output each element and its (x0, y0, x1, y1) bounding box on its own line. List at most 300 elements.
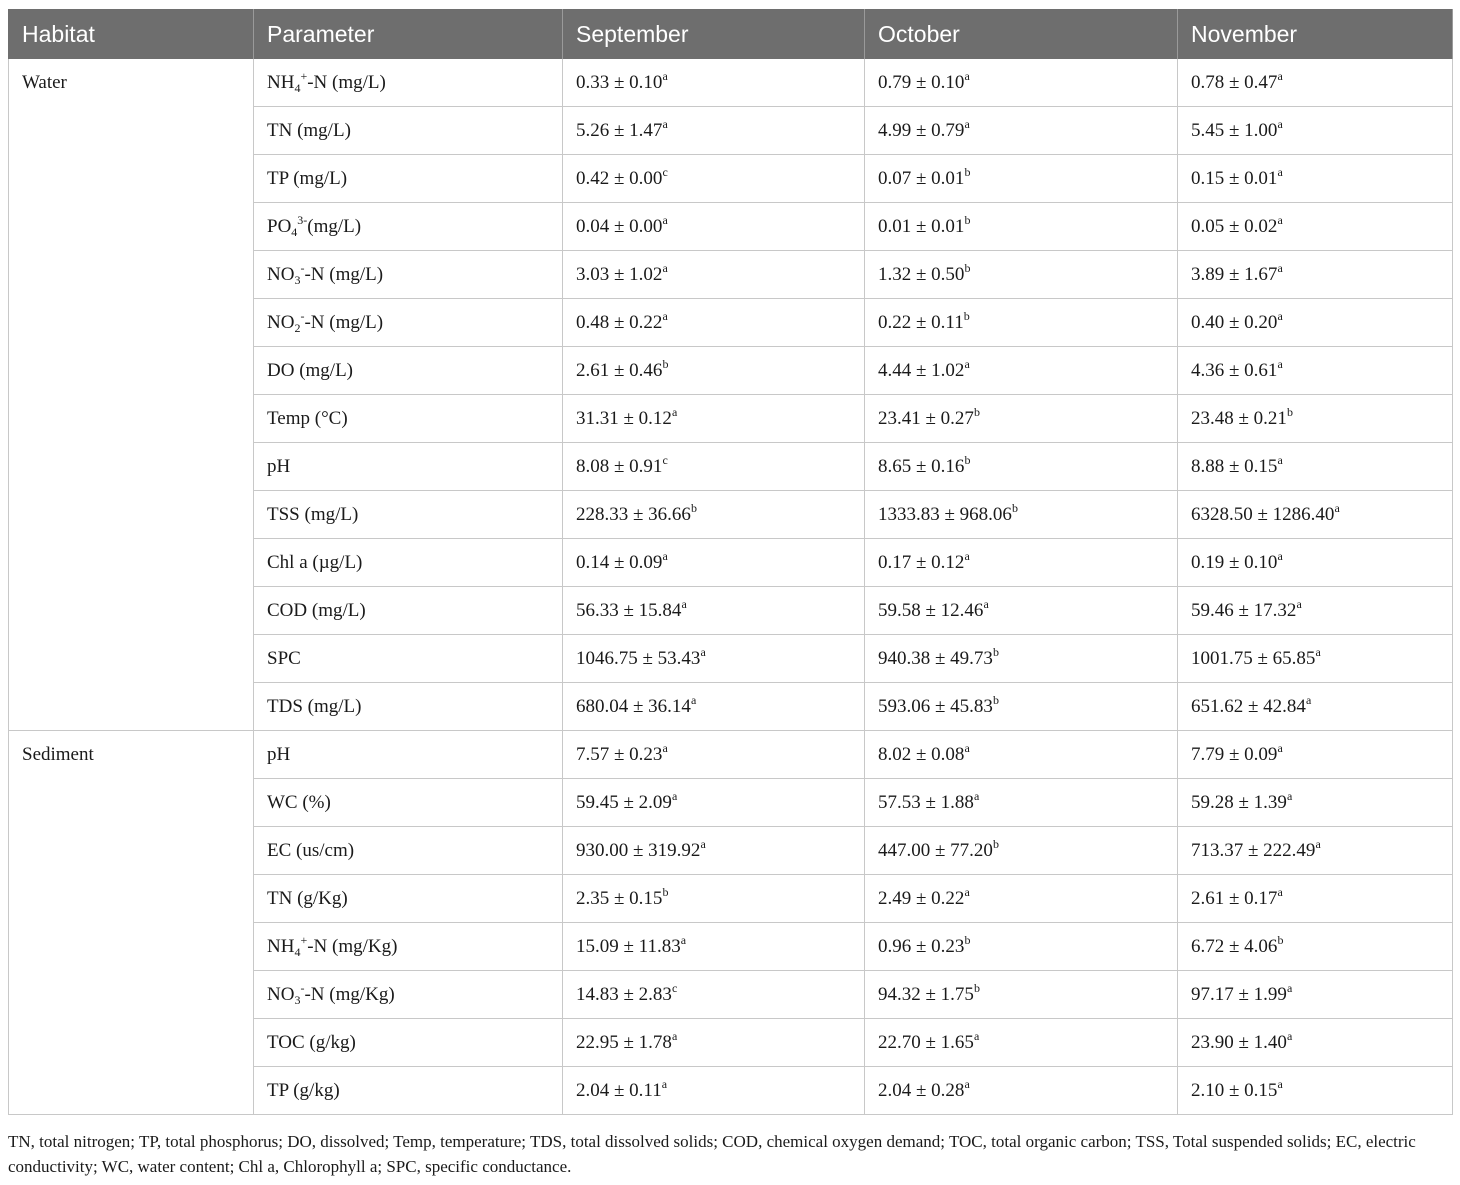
parameter-text: Chl a (µg/L) (267, 551, 363, 573)
value-text: 228.33 ± 36.66 (576, 503, 691, 525)
value-text: 4.44 ± 1.02 (878, 359, 965, 381)
parameter-text: TP (mg/L) (267, 167, 348, 189)
cell-habitat (9, 251, 254, 299)
cell-value-oct (865, 203, 1178, 251)
cell-value-oct (865, 779, 1178, 827)
significance-letter: b (964, 452, 971, 467)
table-row (9, 155, 1453, 203)
significance-letter: a (671, 1028, 678, 1043)
cell-parameter (254, 779, 563, 827)
parameter-text: pH (267, 455, 291, 477)
significance-letter: a (1277, 260, 1283, 275)
table-row (9, 827, 1453, 875)
cell-value-nov (1178, 539, 1453, 587)
cell-value-sep (563, 491, 865, 539)
cell-value-nov (1178, 779, 1453, 827)
cell-value-nov (1178, 971, 1453, 1019)
table-row (9, 347, 1453, 395)
parameter-text: + (300, 68, 308, 83)
cell-habitat (9, 155, 254, 203)
header-parameter: Parameter (254, 9, 563, 59)
value-text: 23.90 ± 1.40 (1191, 1031, 1287, 1053)
value-text: 59.46 ± 17.32 (1191, 599, 1297, 621)
significance-letter: a (1315, 836, 1321, 851)
table-row (9, 395, 1453, 443)
value-text: 0.04 ± 0.00 (576, 215, 663, 237)
cell-value-oct (865, 1019, 1178, 1067)
cell-value-nov (1178, 1067, 1453, 1115)
cell-value-nov (1178, 107, 1453, 155)
significance-letter: a (662, 260, 668, 275)
significance-letter: a (1277, 308, 1283, 323)
significance-letter: c (662, 452, 668, 467)
cell-value-oct (865, 971, 1178, 1019)
cell-parameter (254, 875, 563, 923)
cell-parameter (254, 443, 563, 491)
parameter-text: TSS (mg/L) (267, 503, 359, 525)
parameter-text: SPC (267, 647, 301, 669)
table-row (9, 971, 1453, 1019)
value-text: 0.05 ± 0.02 (1191, 215, 1278, 237)
significance-letter: b (1286, 404, 1293, 419)
value-text: 94.32 ± 1.75 (878, 983, 974, 1005)
value-text: 3.89 ± 1.67 (1191, 263, 1278, 285)
value-text: 0.48 ± 0.22 (576, 311, 663, 333)
value-text: 8.88 ± 0.15 (1191, 455, 1278, 477)
cell-value-oct (865, 683, 1178, 731)
cell-habitat (9, 923, 254, 971)
parameter-text: (mg/L) (307, 215, 362, 237)
parameter-text: - (300, 980, 305, 995)
table-row (9, 1067, 1453, 1115)
significance-letter: a (964, 68, 970, 83)
data-table (8, 9, 1453, 1115)
cell-habitat (9, 347, 254, 395)
significance-letter: b (973, 404, 980, 419)
parameter-text: + (300, 932, 308, 947)
value-text: 940.38 ± 49.73 (878, 647, 993, 669)
cell-parameter (254, 827, 563, 875)
table-row (9, 875, 1453, 923)
table-row (9, 107, 1453, 155)
cell-value-oct (865, 539, 1178, 587)
cell-habitat (9, 1067, 254, 1115)
cell-value-nov (1178, 155, 1453, 203)
value-text: 31.31 ± 0.12 (576, 407, 672, 429)
significance-letter: b (1011, 500, 1018, 515)
value-text: 59.45 ± 2.09 (576, 791, 672, 813)
parameter-text: TOC (g/kg) (267, 1031, 356, 1053)
cell-parameter (254, 587, 563, 635)
cell-habitat: Sediment (9, 731, 254, 779)
cell-value-oct (865, 299, 1178, 347)
value-text: 0.19 ± 0.10 (1191, 551, 1278, 573)
significance-letter: a (1277, 356, 1283, 371)
table-footnote: TN, total nitrogen; TP, total phosphorus; DO, dissolved; Temp, temperature; TDS, total dissolved solids; COD, chemical oxygen demand; TOC, total organic carbon; TSS, Total suspended solids; EC, electric conductivity; WC, water content; Chl a, Chlorophyll a; SPC, specific conductance. (8, 1132, 1416, 1176)
table-row (9, 1019, 1453, 1067)
cell-value-sep (563, 203, 865, 251)
significance-letter: a (964, 116, 970, 131)
value-text: 97.17 ± 1.99 (1191, 983, 1287, 1005)
cell-value-oct (865, 251, 1178, 299)
significance-letter: a (1286, 788, 1293, 803)
table-row (9, 587, 1453, 635)
table-row (9, 251, 1453, 299)
table-row (9, 299, 1453, 347)
value-text: 23.41 ± 0.27 (878, 407, 974, 429)
value-text: 713.37 ± 222.49 (1191, 839, 1316, 861)
significance-letter: a (680, 932, 687, 947)
cell-value-sep (563, 539, 865, 587)
significance-letter: c (671, 980, 678, 995)
value-text: 57.53 ± 1.88 (878, 791, 974, 813)
cell-value-sep (563, 1019, 865, 1067)
cell-parameter (254, 1019, 563, 1067)
cell-value-oct (865, 827, 1178, 875)
significance-letter: a (1315, 644, 1321, 659)
value-text: 447.00 ± 77.20 (878, 839, 993, 861)
cell-value-sep (563, 731, 865, 779)
cell-value-nov (1178, 59, 1453, 107)
cell-habitat (9, 107, 254, 155)
value-text: 0.78 ± 0.47 (1191, 71, 1278, 93)
significance-letter: a (661, 1076, 668, 1091)
parameter-text: NO (267, 983, 295, 1005)
value-text: 6328.50 ± 1286.40 (1191, 503, 1335, 525)
cell-parameter (254, 59, 563, 107)
cell-habitat (9, 395, 254, 443)
value-text: 6.72 ± 4.06 (1191, 935, 1278, 957)
significance-letter: a (964, 884, 970, 899)
significance-letter: a (1277, 116, 1283, 131)
value-text: 8.02 ± 0.08 (878, 743, 965, 765)
significance-letter: a (973, 788, 980, 803)
cell-habitat (9, 539, 254, 587)
cell-value-sep (563, 59, 865, 107)
cell-value-nov (1178, 251, 1453, 299)
significance-letter: a (973, 1028, 980, 1043)
parameter-text: NH (267, 71, 295, 93)
significance-letter: b (690, 500, 697, 515)
cell-habitat (9, 1019, 254, 1067)
cell-parameter (254, 731, 563, 779)
parameter-text: TN (g/Kg) (267, 887, 348, 909)
cell-value-oct (865, 731, 1178, 779)
table-row (9, 443, 1453, 491)
significance-letter: a (662, 68, 668, 83)
parameter-text: TN (mg/L) (267, 119, 351, 141)
parameter-text: 4 (291, 224, 298, 239)
significance-letter: b (964, 932, 971, 947)
cell-value-sep (563, 299, 865, 347)
significance-letter: a (662, 212, 668, 227)
significance-letter: b (662, 884, 669, 899)
header-september: September (563, 9, 865, 59)
significance-letter: a (964, 1076, 970, 1091)
header-row (9, 9, 1453, 59)
significance-letter: c (662, 164, 668, 179)
cell-parameter (254, 923, 563, 971)
cell-habitat (9, 827, 254, 875)
significance-letter: a (964, 356, 970, 371)
value-text: 3.03 ± 1.02 (576, 263, 663, 285)
cell-value-oct (865, 875, 1178, 923)
cell-value-oct (865, 155, 1178, 203)
cell-value-nov (1178, 635, 1453, 683)
cell-parameter (254, 539, 563, 587)
parameter-text: pH (267, 743, 291, 765)
table-body (9, 59, 1453, 1115)
cell-value-sep (563, 251, 865, 299)
value-text: 1046.75 ± 53.43 (576, 647, 701, 669)
significance-letter: a (1286, 1028, 1293, 1043)
cell-value-nov (1178, 1019, 1453, 1067)
value-text: 593.06 ± 45.83 (878, 695, 993, 717)
cell-value-sep (563, 107, 865, 155)
table-row (9, 731, 1453, 779)
significance-letter: b (964, 212, 971, 227)
value-text: 22.95 ± 1.78 (576, 1031, 672, 1053)
cell-value-sep (563, 971, 865, 1019)
value-text: 0.96 ± 0.23 (878, 935, 965, 957)
cell-value-sep (563, 827, 865, 875)
value-text: 7.57 ± 0.23 (576, 743, 663, 765)
significance-letter: a (1296, 596, 1302, 611)
significance-letter: a (983, 596, 989, 611)
cell-value-sep (563, 443, 865, 491)
cell-value-nov (1178, 395, 1453, 443)
cell-parameter (254, 1067, 563, 1115)
header-habitat: Habitat (9, 9, 254, 59)
parameter-text: COD (mg/L) (267, 599, 366, 621)
significance-letter: a (700, 644, 706, 659)
header-november: November (1178, 9, 1453, 59)
cell-value-sep (563, 875, 865, 923)
table-row (9, 203, 1453, 251)
value-text: 0.14 ± 0.09 (576, 551, 663, 573)
significance-letter: a (671, 788, 678, 803)
value-text: 1333.83 ± 968.06 (878, 503, 1012, 525)
cell-value-sep (563, 155, 865, 203)
parameter-text: TDS (mg/L) (267, 695, 362, 717)
significance-letter: a (671, 404, 678, 419)
cell-value-sep (563, 587, 865, 635)
parameter-text: EC (us/cm) (267, 839, 355, 861)
value-text: 0.17 ± 0.12 (878, 551, 965, 573)
value-text: 2.61 ± 0.46 (576, 359, 663, 381)
cell-value-nov (1178, 923, 1453, 971)
value-text: 0.22 ± 0.11 (878, 311, 964, 333)
value-text: 5.26 ± 1.47 (576, 119, 663, 141)
cell-value-oct (865, 635, 1178, 683)
significance-letter: a (1286, 980, 1293, 995)
cell-value-oct (865, 491, 1178, 539)
table-row (9, 779, 1453, 827)
value-text: 7.79 ± 0.09 (1191, 743, 1278, 765)
significance-letter: a (1277, 212, 1283, 227)
cell-value-nov (1178, 683, 1453, 731)
parameter-text: TP (g/kg) (267, 1079, 340, 1101)
cell-value-sep (563, 635, 865, 683)
significance-letter: b (662, 356, 669, 371)
cell-habitat (9, 299, 254, 347)
value-text: 56.33 ± 15.84 (576, 599, 682, 621)
cell-parameter (254, 251, 563, 299)
value-text: 59.28 ± 1.39 (1191, 791, 1287, 813)
cell-parameter (254, 683, 563, 731)
value-text: 8.08 ± 0.91 (576, 455, 663, 477)
significance-letter: b (964, 164, 971, 179)
value-text: 59.58 ± 12.46 (878, 599, 984, 621)
significance-letter: a (1277, 884, 1283, 899)
value-text: 0.01 ± 0.01 (878, 215, 965, 237)
cell-habitat (9, 971, 254, 1019)
cell-habitat (9, 491, 254, 539)
value-text: 15.09 ± 11.83 (576, 935, 681, 957)
cell-habitat (9, 635, 254, 683)
significance-letter: a (662, 308, 668, 323)
table-row (9, 683, 1453, 731)
value-text: 1001.75 ± 65.85 (1191, 647, 1316, 669)
value-text: 23.48 ± 0.21 (1191, 407, 1287, 429)
significance-letter: b (973, 980, 980, 995)
cell-value-nov (1178, 491, 1453, 539)
header-october: October (865, 9, 1178, 59)
cell-value-nov (1178, 203, 1453, 251)
significance-letter: a (1334, 500, 1340, 515)
significance-letter: a (1277, 164, 1283, 179)
value-text: 0.33 ± 0.10 (576, 71, 663, 93)
cell-value-oct (865, 587, 1178, 635)
parameter-text: WC (%) (267, 791, 331, 813)
parameter-text: PO (267, 215, 292, 237)
value-text: 0.07 ± 0.01 (878, 167, 965, 189)
significance-letter: b (963, 308, 970, 323)
significance-letter: a (681, 596, 687, 611)
cell-habitat (9, 875, 254, 923)
cell-value-nov (1178, 443, 1453, 491)
cell-value-nov (1178, 347, 1453, 395)
value-text: 4.36 ± 0.61 (1191, 359, 1278, 381)
significance-letter: a (964, 548, 970, 563)
parameter-text: 2 (294, 320, 301, 335)
parameter-text: -N (mg/L) (304, 311, 384, 333)
cell-value-oct (865, 443, 1178, 491)
significance-letter: a (964, 740, 970, 755)
value-text: 651.62 ± 42.84 (1191, 695, 1306, 717)
value-text: 2.35 ± 0.15 (576, 887, 663, 909)
cell-habitat (9, 587, 254, 635)
table-row (9, 59, 1453, 107)
significance-letter: a (1277, 740, 1283, 755)
cell-value-sep (563, 779, 865, 827)
value-text: 5.45 ± 1.00 (1191, 119, 1278, 141)
cell-parameter (254, 299, 563, 347)
significance-letter: b (992, 692, 999, 707)
cell-parameter (254, 971, 563, 1019)
cell-value-oct (865, 347, 1178, 395)
parameter-text: DO (mg/L) (267, 359, 354, 381)
cell-value-sep (563, 347, 865, 395)
value-text: 8.65 ± 0.16 (878, 455, 965, 477)
table-row (9, 491, 1453, 539)
significance-letter: a (1277, 548, 1283, 563)
cell-value-oct (865, 107, 1178, 155)
parameter-text: -N (mg/L) (304, 263, 384, 285)
cell-value-oct (865, 59, 1178, 107)
cell-parameter (254, 107, 563, 155)
cell-value-sep (563, 683, 865, 731)
cell-value-sep (563, 923, 865, 971)
cell-habitat (9, 683, 254, 731)
parameter-text: - (300, 260, 305, 275)
value-text: 0.79 ± 0.10 (878, 71, 965, 93)
significance-letter: a (1305, 692, 1312, 707)
value-text: 2.04 ± 0.11 (576, 1079, 662, 1101)
cell-parameter (254, 155, 563, 203)
significance-letter: b (1277, 932, 1284, 947)
value-text: 4.99 ± 0.79 (878, 119, 965, 141)
cell-parameter (254, 635, 563, 683)
cell-value-nov (1178, 587, 1453, 635)
cell-parameter (254, 203, 563, 251)
cell-value-sep (563, 395, 865, 443)
cell-habitat (9, 779, 254, 827)
significance-letter: a (662, 548, 668, 563)
value-text: 680.04 ± 36.14 (576, 695, 691, 717)
cell-value-sep (563, 1067, 865, 1115)
parameter-text: 3- (297, 212, 308, 227)
significance-letter: b (992, 644, 999, 659)
value-text: 930.00 ± 319.92 (576, 839, 701, 861)
cell-value-oct (865, 395, 1178, 443)
significance-letter: a (1277, 452, 1283, 467)
parameter-text: -N (mg/L) (307, 71, 386, 93)
parameter-text: NO (267, 311, 295, 333)
cell-parameter (254, 347, 563, 395)
parameter-text: 4 (294, 80, 301, 95)
value-text: 0.42 ± 0.00 (576, 167, 663, 189)
cell-habitat (9, 443, 254, 491)
cell-value-nov (1178, 827, 1453, 875)
parameter-text: NO (267, 263, 295, 285)
cell-parameter (254, 491, 563, 539)
cell-habitat: Water (9, 59, 254, 107)
value-text: 14.83 ± 2.83 (576, 983, 672, 1005)
parameter-text: 4 (294, 944, 301, 959)
significance-letter: a (1277, 1076, 1283, 1091)
value-text: 2.49 ± 0.22 (878, 887, 965, 909)
significance-letter: a (662, 116, 668, 131)
cell-habitat (9, 203, 254, 251)
value-text: 0.15 ± 0.01 (1191, 167, 1278, 189)
value-text: 22.70 ± 1.65 (878, 1031, 974, 1053)
cell-value-nov (1178, 875, 1453, 923)
significance-letter: a (690, 692, 697, 707)
significance-letter: a (700, 836, 706, 851)
significance-letter: b (964, 260, 971, 275)
parameter-text: NH (267, 935, 295, 957)
value-text: 0.40 ± 0.20 (1191, 311, 1278, 333)
parameter-text: -N (mg/Kg) (307, 935, 398, 957)
parameter-text: 3 (294, 992, 301, 1007)
value-text: 2.04 ± 0.28 (878, 1079, 965, 1101)
parameter-text: - (300, 308, 305, 323)
parameter-text: 3 (294, 272, 301, 287)
table-row (9, 635, 1453, 683)
value-text: 2.10 ± 0.15 (1191, 1079, 1278, 1101)
table-row (9, 539, 1453, 587)
